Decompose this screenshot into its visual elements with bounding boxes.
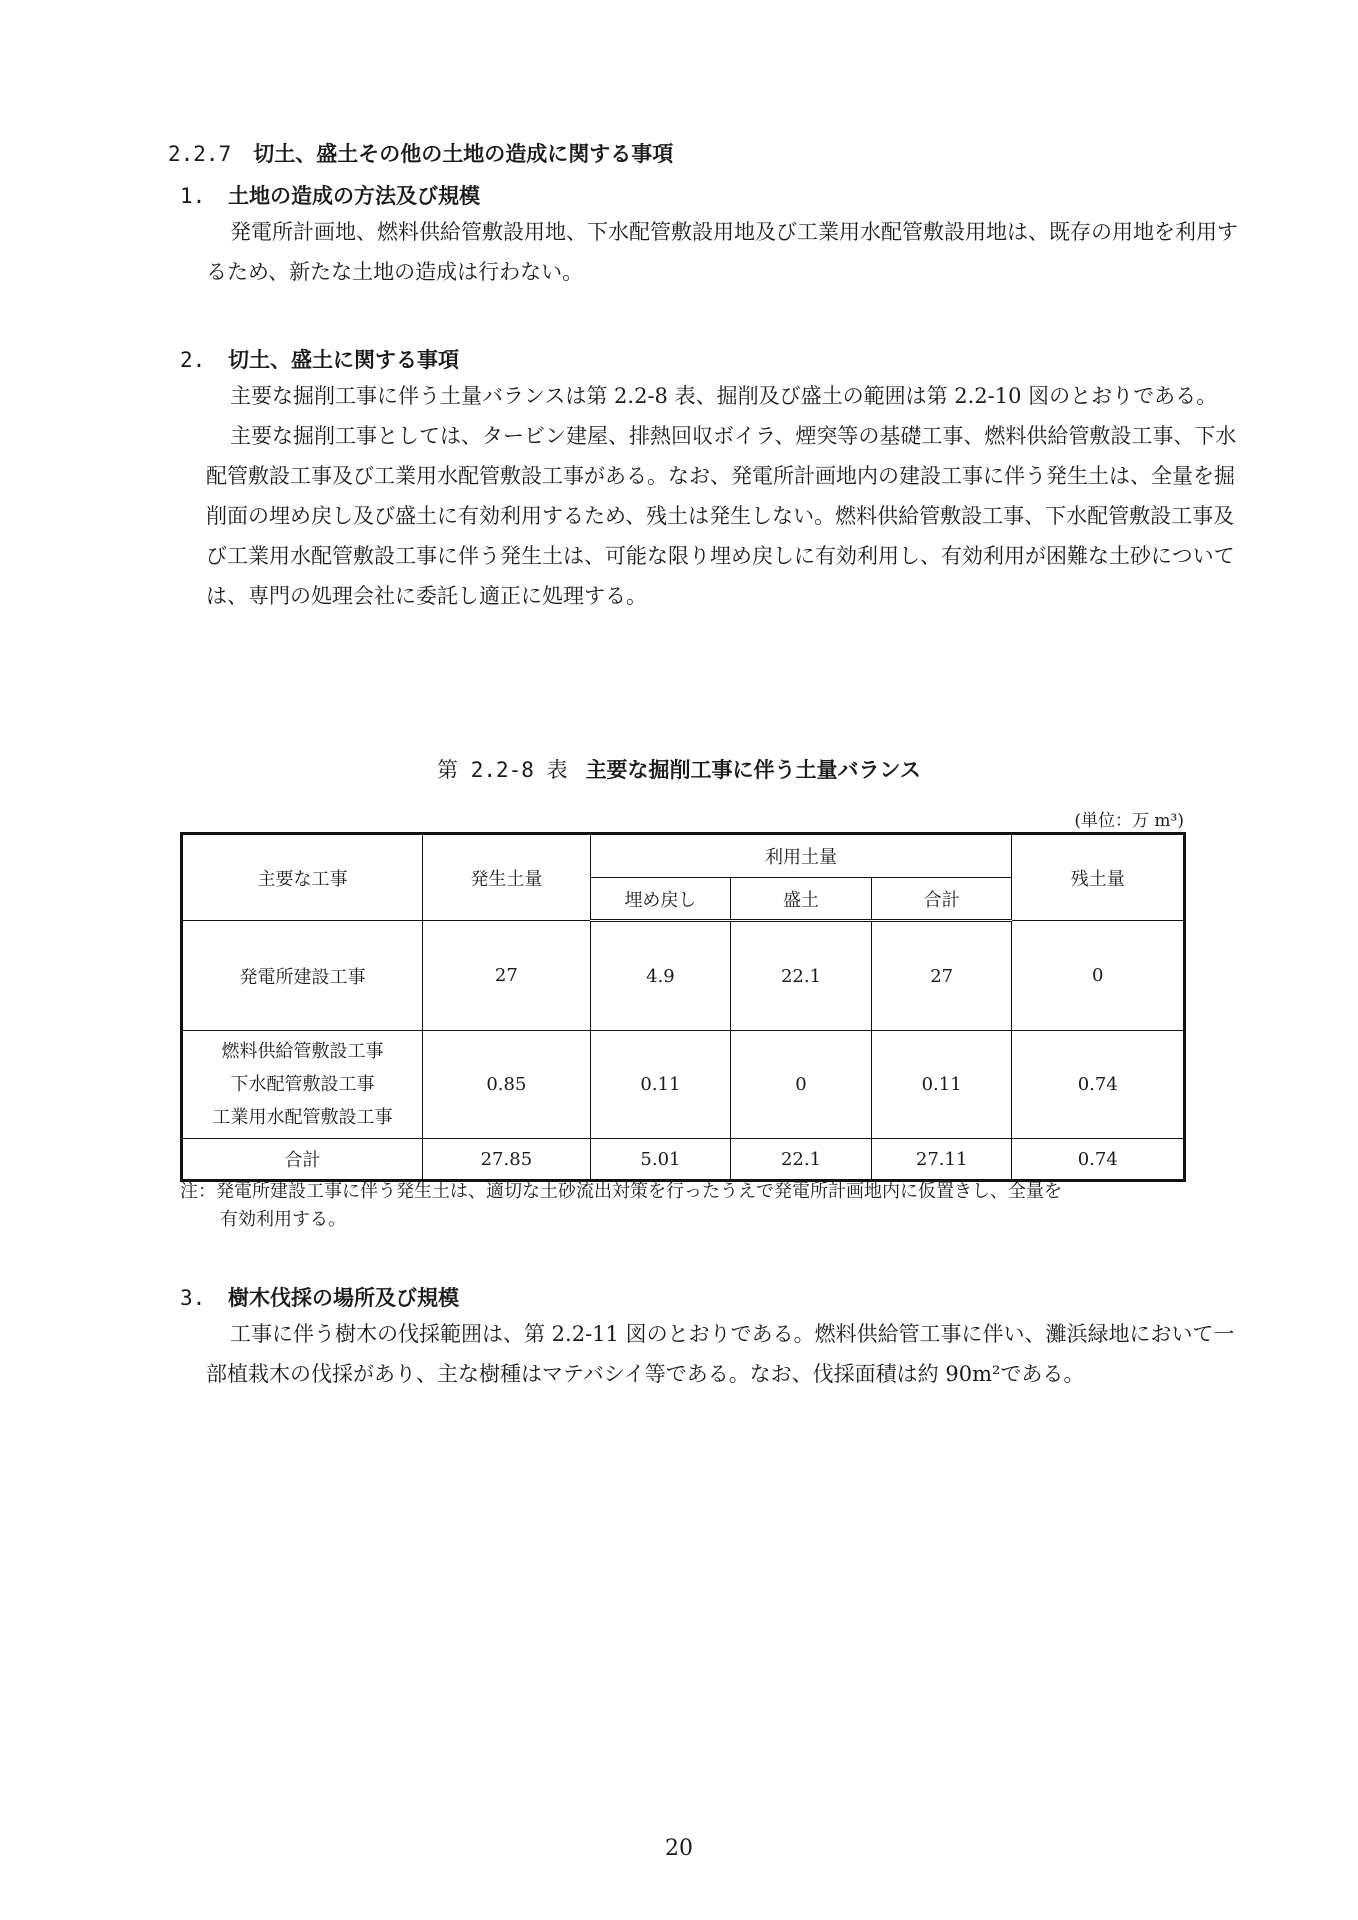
row-1-work: 発電所建設工事 bbox=[182, 921, 423, 1031]
header-backfill: 埋め戻し bbox=[590, 878, 731, 921]
header-surplus: 残土量 bbox=[1012, 834, 1185, 921]
item-1-number: 1. bbox=[180, 184, 206, 208]
section-title: 切土、盛土その他の土地の造成に関する事項 bbox=[253, 142, 674, 166]
row-2-embankment: 0 bbox=[731, 1031, 872, 1139]
item-2-body bbox=[206, 376, 1240, 616]
row-1-subtotal: 27 bbox=[871, 921, 1012, 1031]
table-title: 主要な掘削工事に伴う土量バランス bbox=[585, 758, 921, 782]
row-2-subtotal: 0.11 bbox=[871, 1031, 1012, 1139]
table-unit: (単位：万 m³) bbox=[1074, 811, 1184, 831]
table-note-line-1: 注：発電所建設工事に伴う発生土は、適切な土砂流出対策を行ったうえで発電所計画地内に仮置きし、全量を bbox=[180, 1181, 1062, 1202]
header-generated: 発生土量 bbox=[423, 834, 591, 921]
total-surplus: 0.74 bbox=[1012, 1139, 1185, 1181]
header-embankment: 盛土 bbox=[731, 878, 872, 921]
page-number: 20 bbox=[665, 1836, 693, 1861]
row-1-generated: 27 bbox=[423, 921, 591, 1031]
item-2-title: 切土、盛土に関する事項 bbox=[228, 348, 459, 372]
total-backfill: 5.01 bbox=[590, 1139, 731, 1181]
item-2-paragraph-2: 主要な掘削工事としては、タービン建屋、排熱回収ボイラ、煙突等の基礎工事、燃料供給管敷設工事、下水配管敷設工事及び工業用水配管敷設工事がある。なお、発電所計画地内の建設工事に伴う発生土は、全量を掘削面の埋め戻し及び盛土に有効利用するため、残土は発生しない。燃料供給管敷設工事、下水配管敷設工事及び工業用水配管敷設工事に伴う発生土は、可能な限り埋め戻しに有効利用し、有効利用が困難な土砂については、専門の処理会社に委託し適正に処理する。 bbox=[206, 424, 1237, 608]
item-3-paragraph-1: 工事に伴う樹木の伐採範囲は、第 2.2-11 図のとおりである。燃料供給管工事に伴い、灘浜緑地において一部植栽木の伐採があり、主な樹種はマテバシイ等である。なお、伐採面積は約 90m²である。 bbox=[206, 1322, 1235, 1386]
item-1-title: 土地の造成の方法及び規模 bbox=[228, 184, 480, 208]
item-1-heading bbox=[180, 180, 480, 210]
table-number: 第 2.2-8 表 bbox=[437, 758, 568, 782]
row-2-work-line-2: 下水配管敷設工事 bbox=[230, 1074, 375, 1095]
total-label: 合計 bbox=[182, 1139, 423, 1181]
section-heading bbox=[168, 138, 673, 168]
item-3-title: 樹木伐採の場所及び規模 bbox=[228, 1286, 459, 1310]
soil-balance-table bbox=[180, 832, 1186, 1182]
section-number: 2.2.7 bbox=[168, 142, 232, 166]
item-3-body bbox=[206, 1314, 1240, 1394]
table-row bbox=[182, 921, 1185, 1031]
row-1-surplus: 0 bbox=[1012, 921, 1185, 1031]
row-1-embankment: 22.1 bbox=[731, 921, 872, 1031]
total-generated: 27.85 bbox=[423, 1139, 591, 1181]
table-note-line-2: 有効利用する。 bbox=[220, 1209, 346, 1230]
row-1-backfill: 4.9 bbox=[590, 921, 731, 1031]
total-subtotal: 27.11 bbox=[871, 1139, 1012, 1181]
item-2-paragraph-1: 主要な掘削工事に伴う土量バランスは第 2.2-8 表、掘削及び盛土の範囲は第 2.2-10 図のとおりである。 bbox=[230, 384, 1218, 408]
row-2-surplus: 0.74 bbox=[1012, 1031, 1185, 1139]
header-used: 利用土量 bbox=[590, 834, 1012, 878]
row-2-backfill: 0.11 bbox=[590, 1031, 731, 1139]
row-2-work-line-3: 工業用水配管敷設工事 bbox=[212, 1107, 393, 1128]
item-1-body bbox=[206, 212, 1240, 292]
item-3-number: 3. bbox=[180, 1286, 206, 1310]
header-subtotal: 合計 bbox=[871, 878, 1012, 921]
total-embankment: 22.1 bbox=[731, 1139, 872, 1181]
header-work: 主要な工事 bbox=[182, 834, 423, 921]
table-note bbox=[180, 1178, 1200, 1234]
row-2-work bbox=[182, 1031, 423, 1139]
table-total-row bbox=[182, 1139, 1185, 1181]
item-2-number: 2. bbox=[180, 348, 206, 372]
item-2-heading bbox=[180, 344, 459, 374]
table-row bbox=[182, 1031, 1185, 1139]
row-2-generated: 0.85 bbox=[423, 1031, 591, 1139]
table-caption bbox=[0, 754, 1358, 784]
row-2-work-line-1: 燃料供給管敷設工事 bbox=[221, 1041, 384, 1062]
item-3-heading bbox=[180, 1282, 459, 1312]
item-1-paragraph-1: 発電所計画地、燃料供給管敷設用地、下水配管敷設用地及び工業用水配管敷設用地は、既存の用地を利用するため、新たな土地の造成は行わない。 bbox=[206, 220, 1238, 284]
